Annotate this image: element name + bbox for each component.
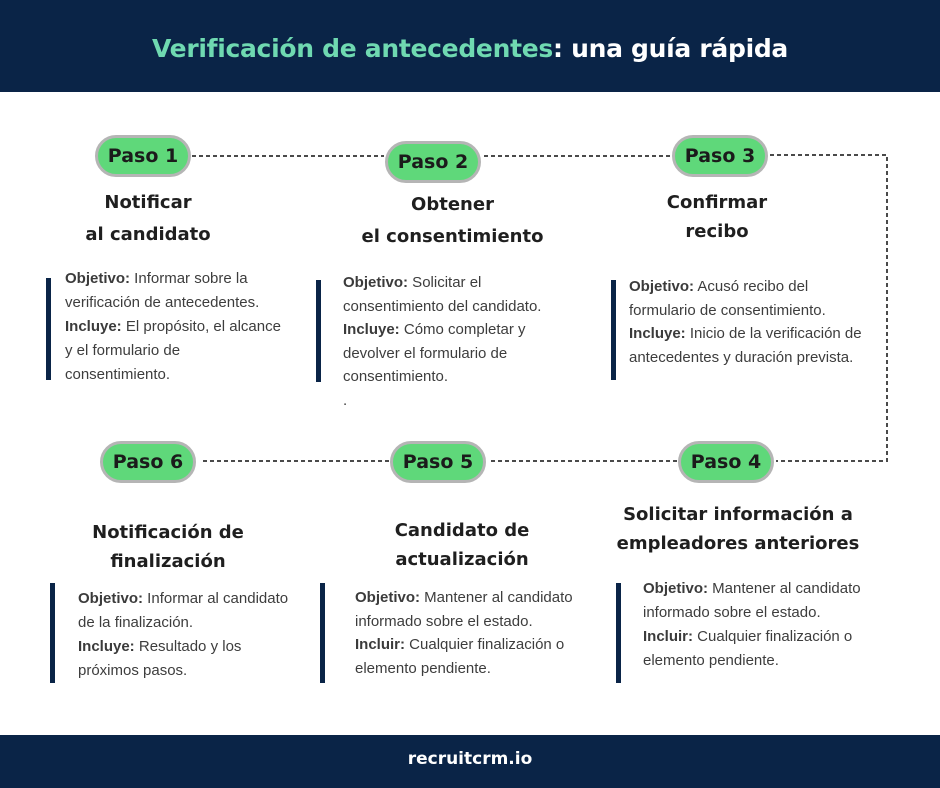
step-1-title: [78, 187, 218, 251]
step-2-accent-bar: [316, 280, 321, 382]
step-3-title-line-1: Confirmar: [666, 192, 768, 213]
step-5-badge: Paso 5: [390, 441, 486, 483]
step-6-includes-label: Incluye:: [78, 638, 135, 655]
step-2-description: [343, 271, 561, 412]
step-6-description: [78, 587, 293, 683]
step-3-title-line-2: recibo: [685, 221, 749, 242]
step-4-objective-label: Objetivo:: [643, 580, 709, 597]
step-6-objective-label: Objetivo:: [78, 590, 144, 607]
step-4-title: [593, 500, 883, 558]
step-6-includes-text: Resultado y los próximos pasos.: [78, 638, 242, 679]
step-3-objective-text: Acusó recibo del formulario de consentimiento.: [629, 278, 826, 319]
step-4-title-line-2: empleadores anteriores: [616, 533, 860, 554]
step-5-includes-text: Cualquier finalización o elemento pendiente.: [355, 636, 565, 677]
step-5-title: [367, 516, 557, 574]
step-2-includes-label: Incluye:: [343, 321, 400, 338]
step-5-includes-label: Incluir:: [355, 636, 406, 653]
step-1-title-line-2: al candidato: [85, 224, 211, 245]
step-1-objective-label: Objetivo:: [65, 270, 131, 287]
step-1-accent-bar: [46, 278, 51, 380]
step-5-title-line-2: actualización: [395, 549, 529, 570]
step-1-title-line-1: Notificar: [104, 192, 192, 213]
step-4-objective-text: Mantener al candidato informado sobre el estado.: [643, 580, 861, 621]
step-2-trailing-mark: .: [343, 391, 348, 409]
step-6-accent-bar: [50, 583, 55, 683]
step-2-title-line-1: Obtener: [411, 194, 494, 215]
step-2-includes-text: Cómo completar y devolver el formulario de consentimiento.: [343, 321, 526, 385]
step-5-title-line-1: Candidato de: [394, 520, 530, 541]
step-5-accent-bar: [320, 583, 325, 683]
step-4-includes-text: Cualquier finalización o elemento pendiente.: [643, 628, 853, 669]
step-4-badge: Paso 4: [678, 441, 774, 483]
step-5-description: [355, 586, 605, 680]
step-6-title: [68, 518, 268, 576]
step-3-accent-bar: [611, 280, 616, 380]
step-4-description: [643, 577, 893, 673]
step-1-objective-text: Informar sobre la verificación de antecedentes.: [65, 270, 260, 311]
step-4-includes-label: Incluir:: [643, 628, 694, 645]
step-6-objective-text: Informar al candidato de la finalización.: [78, 590, 289, 631]
step-1-includes-label: Incluye:: [65, 318, 122, 335]
step-6-badge: Paso 6: [100, 441, 196, 483]
step-5-objective-label: Objetivo:: [355, 589, 421, 606]
step-1-badge: Paso 1: [95, 135, 191, 177]
step-1-description: [65, 267, 285, 387]
step-3-objective-label: Objetivo:: [629, 278, 695, 295]
step-6-title-line-2: finalización: [110, 551, 226, 572]
step-4-accent-bar: [616, 583, 621, 683]
step-2-title-line-2: el consentimiento: [361, 226, 544, 247]
title-accent: Verificación de antecedentes: [151, 34, 553, 63]
step-4-title-line-1: Solicitar información a: [623, 504, 853, 525]
step-2-title: [355, 189, 550, 253]
step-3-includes-text: Inicio de la verificación de antecedentes y duración prevista.: [629, 325, 862, 366]
step-6-title-line-1: Notificación de: [92, 522, 244, 543]
step-5-objective-text: Mantener al candidato informado sobre el estado.: [355, 589, 573, 630]
footer-banner: [0, 735, 940, 788]
step-3-includes-label: Incluye:: [629, 325, 686, 342]
step-3-description: [629, 275, 864, 369]
step-2-badge: Paso 2: [385, 141, 481, 183]
step-3-title: [647, 188, 787, 246]
step-3-badge: Paso 3: [672, 135, 768, 177]
title-rest: : una guía rápida: [552, 34, 789, 63]
step-1-includes-text: El propósito, el alcance y el formulario de consentimiento.: [65, 318, 281, 383]
step-2-objective-text: Solicitar el consentimiento del candidato.: [343, 274, 542, 315]
brand-name[interactable]: recruitcrm.io: [407, 749, 533, 769]
step-2-objective-label: Objetivo:: [343, 274, 409, 291]
